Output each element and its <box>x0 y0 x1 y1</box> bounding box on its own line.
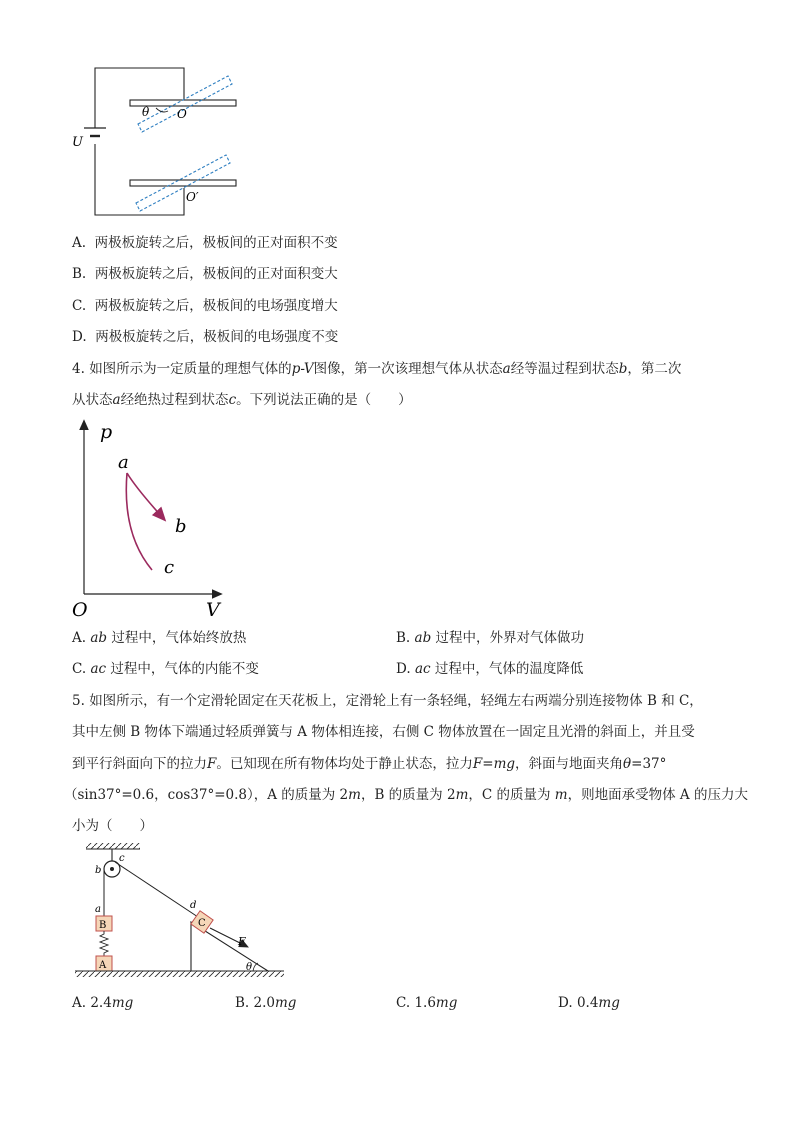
q4-option-a[interactable]: A. ab 过程中，气体始终放热 <box>72 630 247 646</box>
q5-number: 5. <box>72 693 85 709</box>
q3-option-c[interactable]: C. 两极板旋转之后，极板间的电场强度增大 <box>72 298 338 314</box>
q5-option-b[interactable]: B. 2.0mg <box>235 995 297 1011</box>
ceiling-hatch <box>86 843 140 849</box>
spring <box>100 931 108 956</box>
q5-stem-line3: 到平行斜面向下的拉力F。已知现在所有物体均处于静止状态，拉力F=mg，斜面与地面夹角θ=37° <box>72 756 667 772</box>
pulley-incline-figure <box>70 840 290 985</box>
label-block-b: B <box>99 920 107 931</box>
label-o-prime: O′ <box>186 190 199 204</box>
label-pt-c: c <box>119 853 125 864</box>
q5-stem-line2: 其中左侧 B 物体下端通过轻质弹簧与 A 物体相连接，右侧 C 物体放置在一固定且光滑的斜面上，并且受 <box>72 724 695 740</box>
label-axis-v: V <box>206 599 220 621</box>
label-block-c: C <box>198 918 206 929</box>
label-pt-a: a <box>95 904 101 915</box>
label-o: O <box>177 107 187 121</box>
label-theta: θ <box>142 105 150 119</box>
q3-option-d[interactable]: D. 两极板旋转之后，极板间的电场强度不变 <box>72 329 339 345</box>
label-pt-d: d <box>190 900 197 911</box>
label-point-a: a <box>118 452 129 473</box>
label-axis-p: p <box>100 421 113 443</box>
label-pt-b: b <box>95 865 102 876</box>
wire-top <box>95 68 184 128</box>
label-u: U <box>72 135 83 150</box>
q5-option-d[interactable]: D. 0.4mg <box>558 995 620 1011</box>
isothermal-curve-ab <box>127 473 163 518</box>
q5-stem-line4: （sin37°=0.6，cos37°=0.8），A 的质量为 2m，B 的质量为 2m，C 的质量为 m，则地面承受物体 A 的压力大 <box>64 787 748 803</box>
q3-option-b[interactable]: B. 两极板旋转之后，极板间的正对面积变大 <box>72 266 338 282</box>
q4-option-d[interactable]: D. ac 过程中，气体的温度降低 <box>396 661 584 677</box>
label-block-a: A <box>99 960 107 971</box>
q5-option-a[interactable]: A. 2.4mg <box>72 995 134 1011</box>
pulley-axle <box>110 867 114 871</box>
ground-hatch <box>75 971 284 977</box>
label-origin: O <box>72 599 88 621</box>
label-force: F <box>238 935 246 948</box>
rope-right <box>115 862 198 917</box>
bottom-plate <box>130 180 236 186</box>
label-point-c: c <box>164 557 175 578</box>
label-point-b: b <box>175 516 187 537</box>
pv-graph <box>66 416 236 624</box>
adiabatic-curve-ac <box>126 473 152 570</box>
q4-stem-line2: 从状态a经绝热过程到状态c。下列说法正确的是（ ） <box>72 392 412 408</box>
q3-option-a[interactable]: A. 两极板旋转之后，极板间的正对面积不变 <box>72 235 338 251</box>
q4-option-b[interactable]: B. ab 过程中，外界对气体做功 <box>396 630 585 646</box>
label-incline-theta: θ <box>246 962 253 973</box>
capacitor-figure <box>60 60 260 225</box>
q4-number: 4. <box>72 361 85 377</box>
q4-stem-line1: 4. 如图所示为一定质量的理想气体的p-V图像，第一次该理想气体从状态a经等温过程到状态b，第二次 <box>72 361 682 377</box>
q5-option-c[interactable]: C. 1.6mg <box>396 995 458 1011</box>
q4-option-c[interactable]: C. ac 过程中，气体的内能不变 <box>72 661 259 677</box>
q5-stem-line5: 小为（ ） <box>72 818 153 834</box>
q5-stem-line1: 5. 如图所示，有一个定滑轮固定在天花板上，定滑轮上有一条轻绳，轻绳左右两端分别连接物体 B 和 C， <box>72 693 703 709</box>
